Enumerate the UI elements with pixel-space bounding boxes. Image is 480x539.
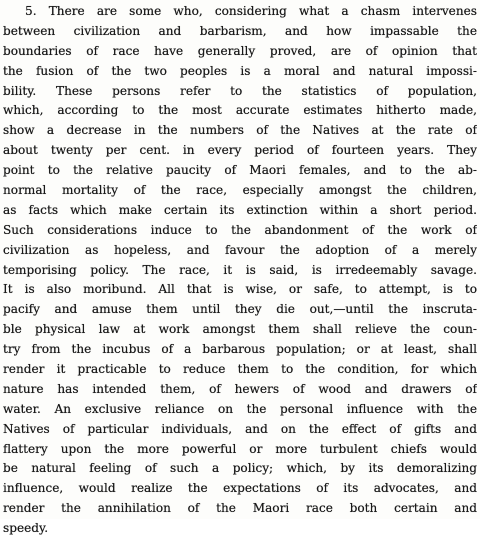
- text-line: speedy.: [3, 521, 49, 536]
- text-line: try from the incubus of a barbarous population; or at least, shall: [3, 342, 477, 357]
- text-line: be natural feeling of such a policy; which, by its demoralizing: [3, 461, 477, 476]
- text-line: point to the relative paucity of Maori females, and to the ab-: [3, 163, 477, 178]
- text-line: It is also moribund. All that is wise, or safe, to attempt, is to: [3, 282, 477, 297]
- text-line: water. An exclusive reliance on the personal influence with the: [3, 401, 477, 416]
- text-line: pacify and amuse them until they die out,—until the inscruta-: [3, 302, 477, 317]
- text-line: Such considerations induce to the abandonment of the work of: [3, 222, 477, 237]
- text-line: as facts which make certain its extinction within a short period.: [3, 202, 477, 217]
- text-line: render the annihilation of the Maori race both certain and: [3, 501, 477, 516]
- paragraph-5: [3, 2, 477, 539]
- text-line: temporising policy. The race, it is said, is irredeemably savage.: [3, 262, 477, 277]
- text-line: boundaries of race have generally proved, are of opinion that: [3, 43, 477, 58]
- text-line: show a decrease in the numbers of the Natives at the rate of: [3, 123, 477, 138]
- text-line: normal mortality of the race, especially amongst the children,: [3, 183, 477, 198]
- text-line: nature has intended them, of hewers of wood and drawers of: [3, 381, 477, 396]
- text-line: Natives of particular individuals, and on the effect of gifts and: [3, 421, 477, 436]
- text-line: ble physical law at work amongst them shall relieve the coun-: [3, 322, 477, 337]
- text-line: civilization as hopeless, and favour the adoption of a merely: [3, 242, 477, 257]
- text-line: about twenty per cent. in every period of fourteen years. They: [3, 143, 477, 158]
- text-line: 5. There are some who, considering what a chasm intervenes: [25, 4, 477, 18]
- text-line: bility. These persons refer to the statistics of population,: [3, 83, 477, 98]
- text-line: between civilization and barbarism, and how impassable the: [3, 23, 477, 38]
- text-line: render it practicable to reduce them to the condition, for which: [3, 362, 477, 377]
- text-line: influence, would realize the expectations of its advocates, and: [3, 481, 477, 496]
- text-line: which, according to the most accurate estimates hitherto made,: [3, 103, 477, 118]
- text-line: the fusion of the two peoples is a moral and natural impossi-: [3, 63, 477, 78]
- text-line: flattery upon the more powerful or more turbulent chiefs would: [3, 441, 477, 456]
